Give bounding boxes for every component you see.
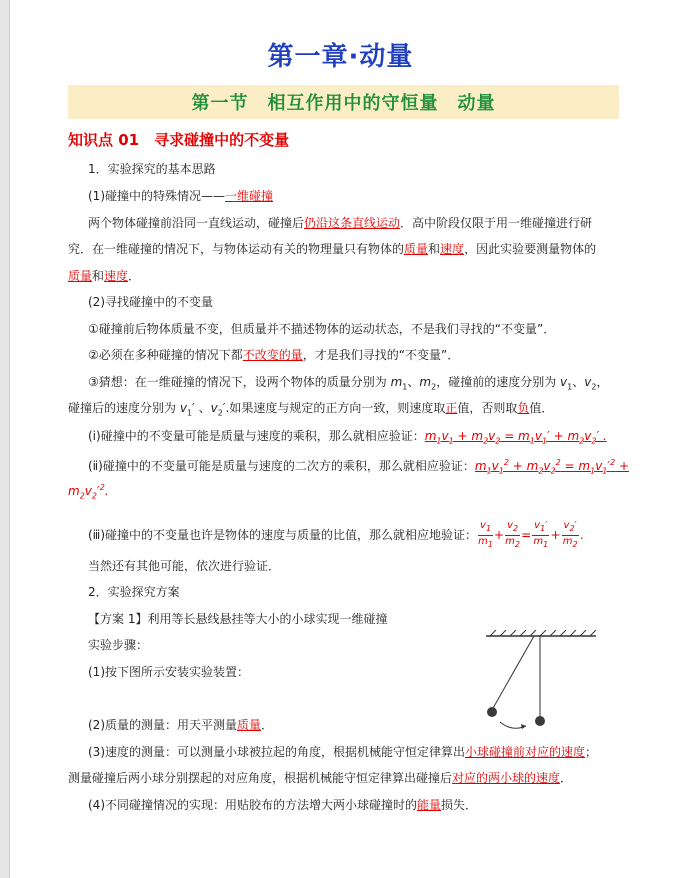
point-3-cont: 碰撞后的速度分别为 $v_1'$ 、$v_2'$.如果速度与规定的正方向一致，则速度取正值，否则取负值． [68,401,554,418]
page-edge [0,0,10,878]
step-4: (4)不同碰撞情况的实现：用贴胶布的方法增大两小球碰撞时的能量损失． [88,798,478,812]
para-line-4: 质量和速度． [68,269,141,283]
arrow-head [521,724,526,729]
ball-left [487,707,497,717]
hypothesis-3: (ⅲ)碰撞中的不变量也许是物体的速度与质量的比值，那么就相应地验证： $\frac{v_1}{m_1}$ + $\frac{v_2}{m_2}$ = $\frac{v_1'}{m_1}$ + $\frac{v_2'}{m_2}$ . [88,520,584,549]
knowledge-point-title: 知识点 01 寻求碰撞中的不变量 [68,131,290,149]
ceiling-hatch [486,630,596,636]
hypothesis-1: (ⅰ)碰撞中的不变量可能是质量与速度的乘积，那么就相应验证：$m_1v_1 + m_2v_2 = m_1v_1' + m_2v_2'$ . [88,429,607,446]
ball-right [535,716,545,726]
step-1: (1)按下图所示安装实验装置： [88,665,249,679]
point-1: ①碰撞前后物体质量不变，但质量并不描述物体的运动状态，不是我们寻找的“不变量”． [88,322,556,336]
heading-invariant: (2)寻找碰撞中的不变量 [88,295,213,309]
point-2: ②必须在多种碰撞的情况下都不改变的量，才是我们寻找的“不变量”． [88,348,460,362]
para-special-case: (1)碰撞中的特殊情况——一维碰撞 [88,189,274,203]
section-banner [68,85,619,119]
plan-1-title: 【方案 1】利用等长悬线悬挂等大小的小球实现一维碰撞 [88,612,388,626]
pendulum-string-left [492,636,534,710]
point-3: ③猜想：在一维碰撞的情况下，设两个物体的质量分别为 $m_1$、$m_2$，碰撞前的速度分别为 $v_1$、$v_2$， [88,375,609,392]
section-title: 第一节 相互作用中的守恒量 动量 [191,93,496,114]
para-line-2: 两个物体碰撞前沿同一直线运动，碰撞后仍沿这条直线运动．高中阶段仅限于用一维碰撞进行研 [88,216,593,230]
pendulum-diagram [486,630,598,742]
step-3: (3)速度的测量：可以测量小球被拉起的角度，根据机械能守恒定律算出小球碰撞前对应的速度； [88,745,598,759]
para-other-possibilities: 当然还有其他可能，依次进行验证． [88,559,281,573]
hypothesis-2-cont: $m_2v_2'^2$. [68,483,109,501]
heading-basic-idea: 1．实验探究的基本思路 [88,162,216,176]
steps-label: 实验步骤： [88,638,149,652]
step-2: (2)质量的测量：用天平测量质量． [88,718,274,732]
step-3-cont: 测量碰撞后两小球分别摆起的对应角度，根据机械能守恒定律算出碰撞后对应的两小球的速度． [68,771,573,785]
hypothesis-2: (ⅱ)碰撞中的不变量可能是质量与速度的二次方的乘积，那么就相应验证：$m_1v_1^2 + m_2v_2^2 = m_1v_1'^2$ + [88,458,630,476]
chapter-title: 第一章·动量 [267,42,414,72]
heading-plan: 2．实验探究方案 [88,585,180,599]
para-line-3: 究．在一维碰撞的情况下，与物体运动有关的物理量只有物体的质量和速度，因此实验要测量物体的 [68,242,597,256]
